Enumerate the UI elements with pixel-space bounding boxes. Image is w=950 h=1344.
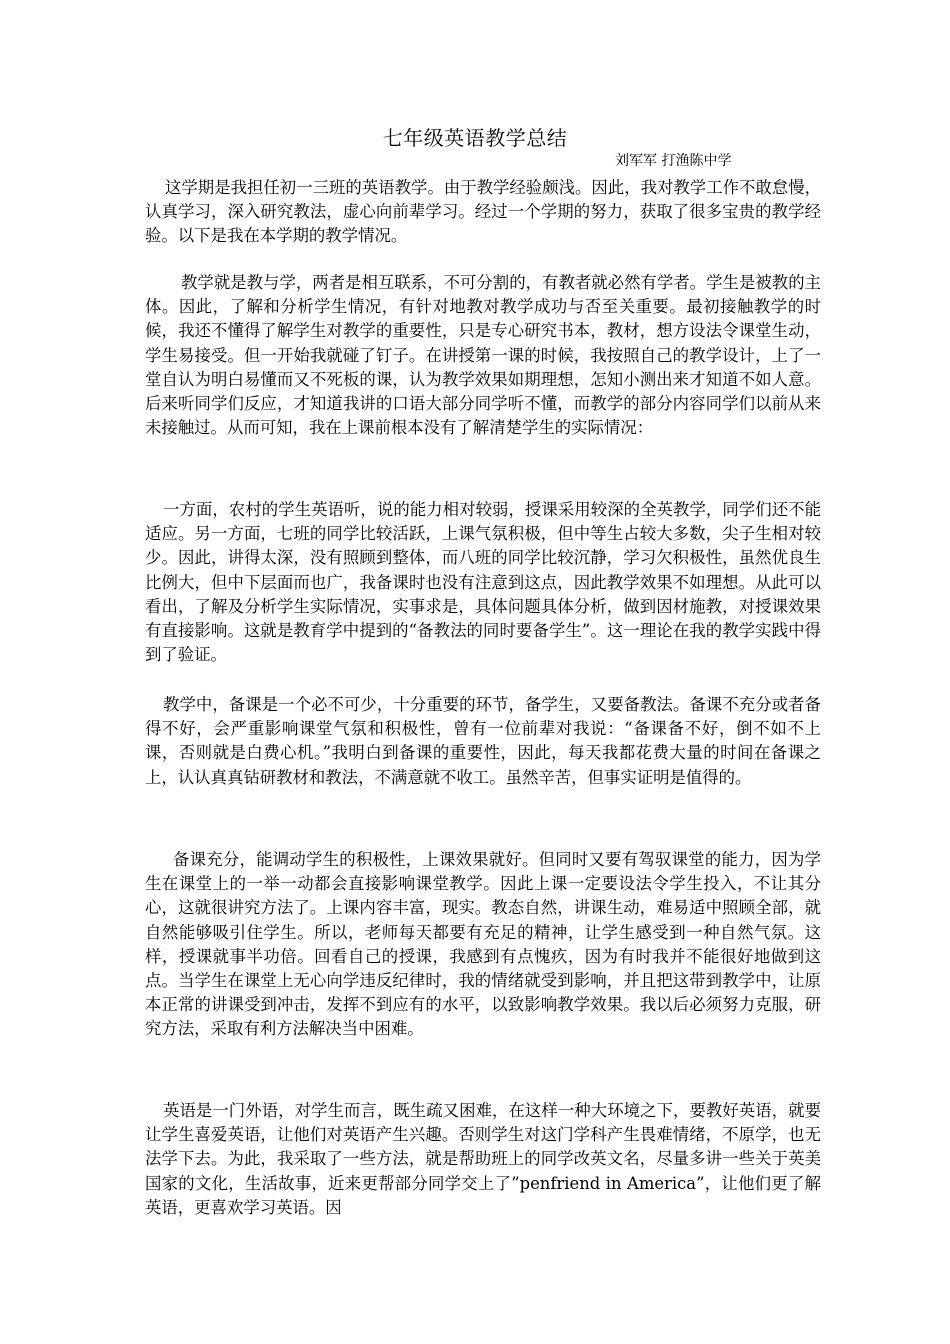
author-line: 刘军军 打渔陈中学 (615, 153, 732, 169)
paragraph-intro: 这学期是我担任初一三班的英语教学。由于教学经验颇浅。因此，我对教学工作不敢怠慢，认真学习，深入研究教法，虚心向前辈学习。经过一个学期的努力，获取了很多宝贵的教学经验。以下是我在本学期的教学情况。 (145, 178, 821, 246)
paragraph-lesson-prep: 教学中，备课是一个必不可少，十分重要的环节，备学生，又要备教法。备课不充分或者备得不好，会严重影响课堂气氛和积极性，曾有一位前辈对我说：“备课备不好，倒不如不上课，否则就是白费心机。”我明白到备课的重要性，因此，每天我都花费大量的时间在备课之上，认认真真钻研教材和教法，不满意就不收工。虽然辛苦，但事实证明是值得的。 (145, 695, 821, 787)
paragraph-know-students: 教学就是教与学，两者是相互联系，不可分割的，有教者就必然有学者。学生是被教的主体。因此，了解和分析学生情况，有针对地教对教学成功与否至关重要。最初接触教学的时候，我还不懂得了解学生对教学的重要性，只是专心研究书本，教材，想方设法令课堂生动，学生易接受。但一开始我就碰了钉子。在讲授第一课的时候，我按照自己的教学设计，上了一堂自认为明白易懂而又不死板的课，认为教学效果如期理想，怎知小测出来才知道不如人意。后来听同学们反应，才知道我讲的口语大部分同学听不懂，而教学的部分内容同学们以前从来未接触过。从而可知，我在上课前根本没有了解清楚学生的实际情况： (145, 273, 821, 438)
paragraph-interest: 英语是一门外语，对学生而言，既生疏又困难，在这样一种大环境之下，要教好英语，就要让学生喜爱英语，让他们对英语产生兴趣。否则学生对这门学科产生畏难情绪，不原学，也无法学下去。为此，我采取了一些方法，就是帮助班上的同学改英文名，尽量多讲一些关于英美国家的文化，生活故事，近来更帮部分同学交上了”penfriend in America”，让他们更了解英语，更喜欢学习英语。因 (145, 1101, 821, 1217)
document-title: 七年级英语教学总结 (382, 126, 568, 150)
paragraph-classroom-control: 备课充分，能调动学生的积极性，上课效果就好。但同时又要有驾驭课堂的能力，因为学生在课堂上的一举一动都会直接影响课堂教学。因此上课一定要设法令学生投入，不让其分心，这就很讲究方法了。上课内容丰富，现实。教态自然，讲课生动，难易适中照顾全部，就自然能够吸引住学生。所以，老师每天都要有充足的精神，让学生感受到一种自然气氛。这样，授课就事半功倍。回看自己的授课，我感到有点愧疚，因为有时我并不能很好地做到这点。当学生在课堂上无心向学违反纪律时，我的情绪就受到影响，并且把这带到教学中，让原本正常的讲课受到冲击，发挥不到应有的水平，以致影响教学效果。我以后必须努力克服，研究方法，采取有利方法解决当中困难。 (145, 850, 821, 1039)
paragraph-class-analysis: 一方面，农村的学生英语听，说的能力相对较弱，授课采用较深的全英教学，同学们还不能适应。另一方面，七班的同学比较活跃，上课气氛积极，但中等生占较大多数，尖子生相对较少。因此，讲得太深，没有照顾到整体，而八班的同学比较沉静，学习欠积极性，虽然优良生比例大，但中下层面而也广，我备课时也没有注意到这点，因此教学效果不如理想。从此可以看出，了解及分析学生实际情况，实事求是，具体问题具体分析，做到因材施教，对授课效果有直接影响。这就是教育学中提到的“备教法的同时要备学生”。这一理论在我的教学实践中得到了验证。 (145, 500, 821, 665)
